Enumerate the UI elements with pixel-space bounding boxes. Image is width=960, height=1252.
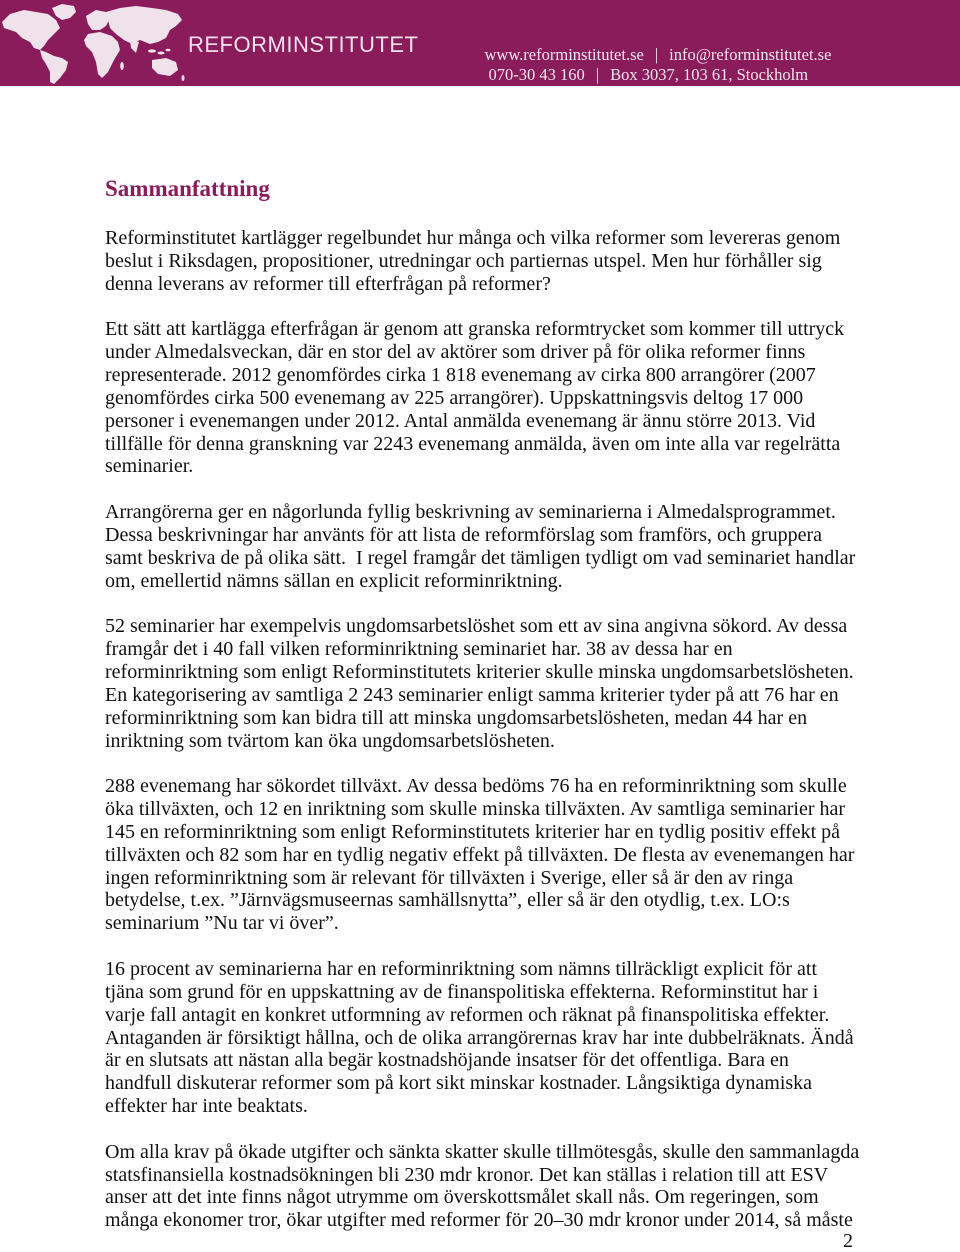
paragraph-line: många ekonomer tror, ökar utgifter med reformer för 20–30 mdr kronor under 2014, så måste	[105, 1209, 853, 1232]
section-heading: Sammanfattning	[105, 176, 270, 201]
letterhead-banner	[0, 0, 960, 86]
page-number: 2	[843, 1230, 853, 1252]
paragraph-line: ingen reforminriktning som är relevant för tillväxten i Sverige, eller så är den av ringa	[105, 866, 794, 889]
paragraph-line: tjäna som grund för en uppskattning av de finanspolitiska effekterna. Reforminstitut har i	[105, 980, 819, 1003]
paragraph-line: Arrangörerna ger en någorlunda fyllig beskrivning av seminarierna i Almedalsprogrammet.	[105, 501, 836, 524]
body-paragraph	[105, 958, 885, 1118]
contact-line-address	[472, 42, 809, 84]
paragraph-line: handfull diskuterar reformer som på kort sikt minskar kostnader. Långsiktiga dynamiska	[105, 1072, 813, 1095]
paragraph-line: effekter har inte beaktats.	[105, 1095, 308, 1118]
paragraph-line: En kategorisering av samtliga 2 243 seminarier enligt samma kriterier tyder på att 76 har en	[105, 683, 839, 706]
paragraph-line: 145 en reforminriktning som enligt Reforminstitutets kriterier har en tydlig positiv effekt på	[105, 820, 841, 843]
contact-line-web	[468, 22, 832, 64]
paragraph-line: framgår det i 40 fall vilken reforminriktning seminariet har. 38 av dessa har en	[105, 638, 733, 661]
paragraph-line: om, emellertid nämns sällan en explicit reforminriktning.	[105, 569, 563, 592]
paragraph-line: under Almedalsveckan, där en stor del av aktörer som driver på för olika reformer finns	[105, 341, 806, 364]
body-paragraph	[105, 775, 885, 935]
paragraph-line: denna leverans av reformer till efterfrågan på reformer?	[105, 272, 551, 295]
paragraph-line: varje fall antagit en konkret utformning av reformen och räknat på finanspolitiska effekter.	[105, 1003, 830, 1026]
paragraph-line: personer i evenemangen under 2012. Antal anmälda evenemang är ännu större 2013. Vid	[105, 409, 816, 432]
phone-number: 070-30 43 160	[488, 65, 585, 84]
paragraph-line: statsfinansiella kostnadsökningen bli 230 mdr kronor. Det kan ställas i relation till att ESV	[105, 1163, 829, 1186]
paragraph-line: representerade. 2012 genomfördes cirka 1 818 evenemang av cirka 800 arrangörer (2007	[105, 364, 816, 387]
paragraph-line: Antaganden är försiktigt hållna, och de olika arrangörernas krav har inte dubbelräknats. Ändå	[105, 1026, 854, 1049]
paragraph-line: Dessa beskrivningar har använts för att lista de reformförslag som framförs, och gruppera	[105, 523, 822, 546]
paragraph-line: seminarier.	[105, 455, 194, 478]
paragraph-line: genomfördes cirka 500 evenemang av 225 arrangörer). Uppskattningsvis deltog 17 000	[105, 386, 804, 409]
contact-separator: |	[654, 45, 659, 64]
paragraph-line: reforminriktning som kan bidra till att minska ungdomsarbetslösheten, medan 44 har en	[105, 706, 808, 729]
paragraph-line: tillväxten och 82 som har en tydlig negativ effekt på tillväxten. De flesta av evenemangen har	[105, 843, 855, 866]
body-paragraph	[105, 615, 885, 752]
paragraph-line: Reforminstitutet kartlägger regelbundet hur många och vilka reformer som levereras genom	[105, 227, 841, 249]
body-paragraph	[105, 318, 885, 478]
email-link[interactable]: info@reforminstitutet.se	[669, 45, 832, 64]
paragraph-line: är en slutsats att nästan alla begär kostnadshöjande insatser för det offentliga. Bara en	[105, 1049, 789, 1072]
contact-separator: |	[595, 65, 600, 84]
world-map-icon	[0, 0, 186, 86]
body-paragraph	[105, 501, 885, 592]
paragraph-line: inriktning som tvärtom kan öka ungdomsarbetslösheten.	[105, 729, 555, 752]
organization-name: REFORMINSTITUTET	[188, 32, 419, 57]
postal-address: Box 3037, 103 61, Stockholm	[610, 65, 809, 84]
paragraph-line: Ett sätt att kartlägga efterfrågan är genom att granska reformtrycket som kommer till uttryck	[105, 318, 845, 341]
paragraph-line: anser att det inte finns något utrymme om överskottsmålet skall nås. Om regeringen, som	[105, 1186, 819, 1209]
paragraph-line: Om alla krav på ökade utgifter och sänkta skatter skulle tillmötesgås, skulle den sammanlagda	[105, 1140, 860, 1163]
document-body	[105, 227, 885, 1232]
paragraph-line: 16 procent av seminarierna har en reforminriktning som nämns tillräckligt explicit för att	[105, 958, 818, 980]
paragraph-line: reforminriktning som enligt Reforminstitutets kriterier skulle minska ungdomsarbetslösheten.	[105, 661, 854, 684]
paragraph-line: öka tillväxten, och 12 en inriktning som skulle minska tillväxten. Av samtliga seminarier har	[105, 798, 846, 821]
paragraph-line: 288 evenemang har sökordet tillväxt. Av dessa bedöms 76 ha en reforminriktning som skulle	[105, 775, 847, 798]
paragraph-line: beslut i Riksdagen, propositioner, utredningar och partiernas utspel. Men hur förhåller sig	[105, 249, 822, 272]
paragraph-line: 52 seminarier har exempelvis ungdomsarbetslöshet som ett av sina angivna sökord. Av dessa	[105, 615, 848, 638]
paragraph-line: seminarium ”Nu tar vi över”.	[105, 912, 339, 935]
paragraph-line: tillfälle för denna granskning var 2243 evenemang anmälda, även om inte alla var regelrätta	[105, 432, 841, 455]
body-paragraph	[105, 227, 885, 296]
paragraph-line: betydelse, t.ex. ”Järnvägsmuseernas samhällsnytta”, eller så är den otydlig, t.ex. LO:s	[105, 889, 790, 912]
website-link[interactable]: www.reforminstitutet.se	[484, 45, 644, 64]
body-paragraph	[105, 1141, 885, 1232]
paragraph-line: samt beskriva de på olika sätt. I regel framgår det tämligen tydligt om vad seminariet handlar	[105, 546, 856, 569]
